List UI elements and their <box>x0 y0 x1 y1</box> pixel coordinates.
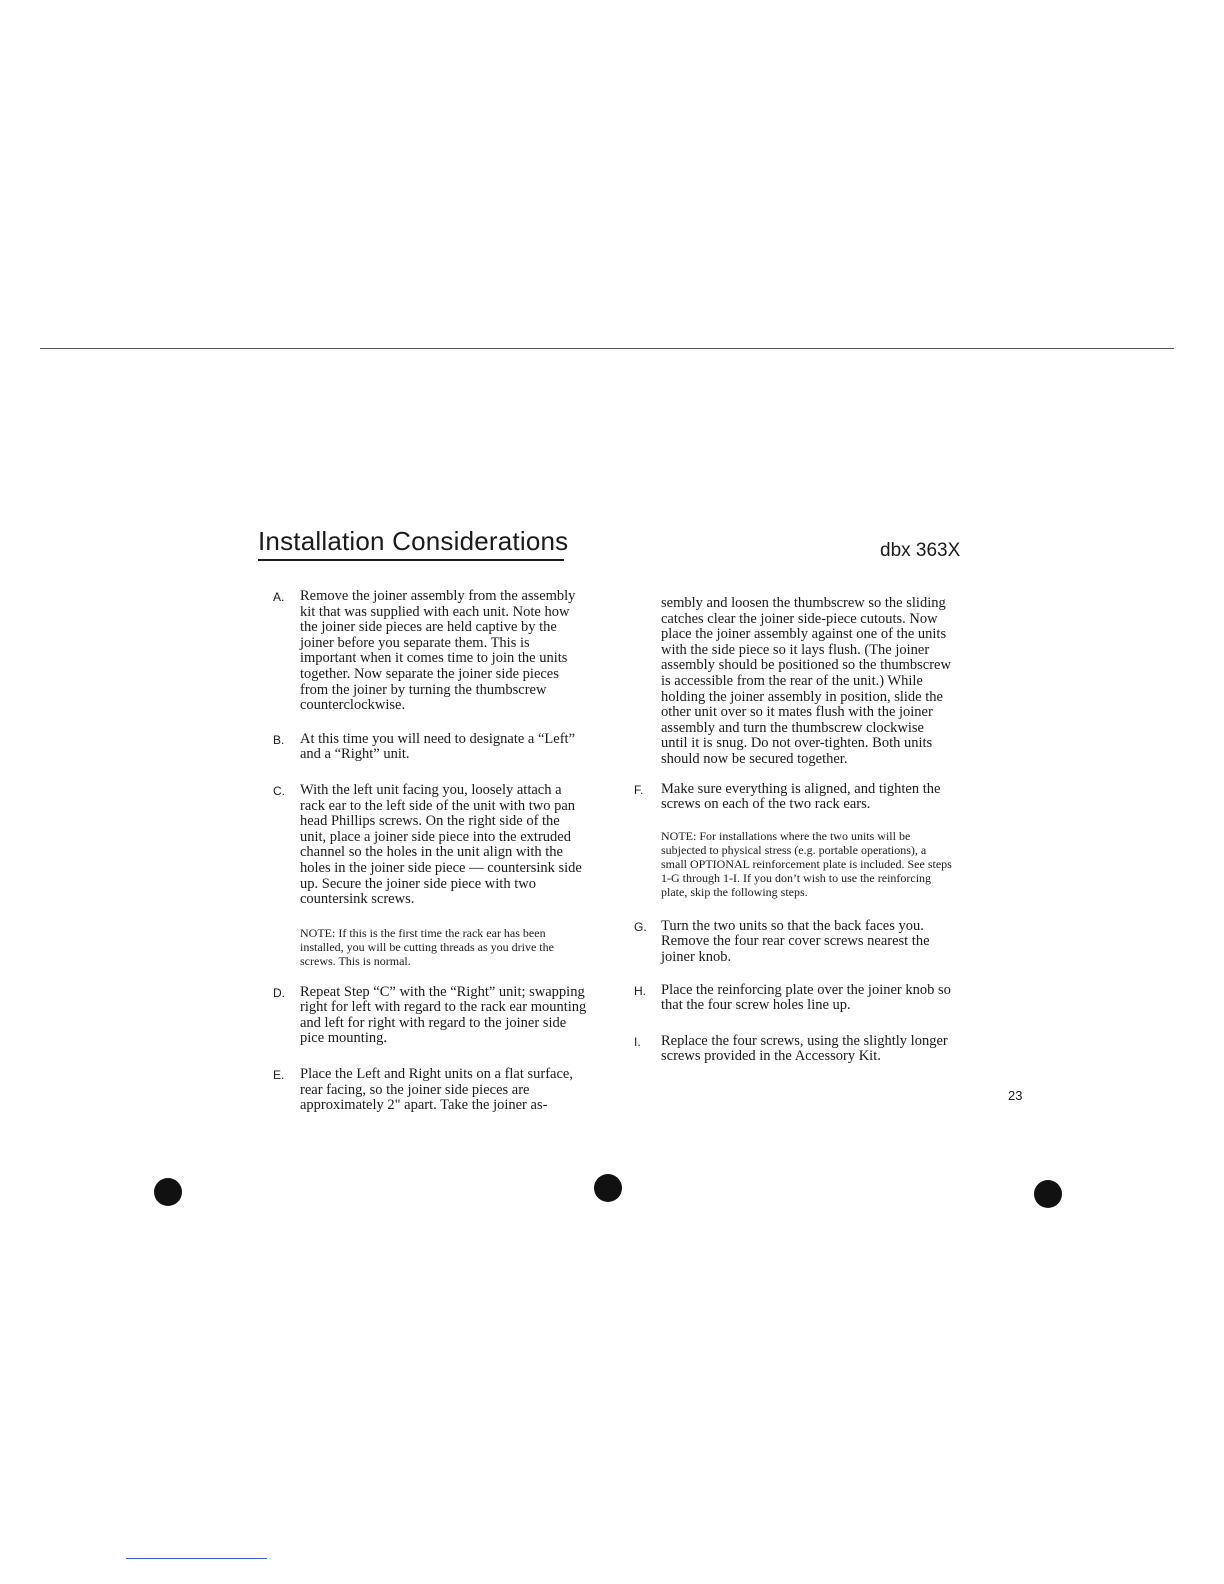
step-a <box>273 589 589 714</box>
note-reinforcement: NOTE: For installations where the two units will be subjected to physical stress (e.g. portable operations), a small OPTIONAL reinforcement plate is included. See steps 1-G through 1-I. If you don’t wish to use the reinforcing plate, skip the following steps. <box>661 828 952 899</box>
step-letter: C. <box>273 783 285 798</box>
page-title: Installation Considerations <box>258 526 569 556</box>
step-letter: I. <box>634 1034 641 1049</box>
step-text: Place the Left and Right units on a flat surface, rear facing, so the joiner side pieces are approximately 2" apart. Take the joiner as- <box>300 1066 573 1114</box>
step-e-continued: sembly and loosen the thumbscrew so the sliding catches clear the joiner side-piece cutouts. Now place the joiner assembly against one of the units with the side piece so it lays flush. (The joiner assembly should be positioned so the thumbscrew is accessible from the rear of the unit.) While holding the joiner assembly in position, slide the other unit over so it mates flush with the joiner assembly and turn the thumbscrew clockwise until it is snug. Do not over-tighten. Both units should now be secured together. <box>661 595 951 767</box>
step-g <box>634 919 954 966</box>
step-letter: H. <box>634 983 646 998</box>
step-text: Remove the joiner assembly from the assembly kit that was supplied with each unit. Note how the joiner side pieces are held captive by the joiner before you separate them. This is important when it comes time to join the units together. Now separate the joiner side pieces from the joiner by turning the thumbscrew counterclockwise. <box>300 588 576 714</box>
left-column <box>273 589 589 1114</box>
binder-hole-icon <box>1034 1180 1062 1208</box>
step-letter: A. <box>273 590 285 604</box>
step-i <box>634 1034 954 1065</box>
binder-hole-icon <box>154 1178 182 1206</box>
step-letter: D. <box>273 985 285 1000</box>
bottom-rule <box>126 1558 267 1559</box>
right-column <box>634 596 954 1065</box>
step-letter: E. <box>273 1068 285 1083</box>
note-first-install: NOTE: If this is the first time the rack ear has been installed, you will be cutting threads as you drive the screws. This is normal. <box>300 925 554 968</box>
step-text: Turn the two units so that the back faces you. Remove the four rear cover screws nearest the joiner knob. <box>661 917 930 965</box>
step-letter: F. <box>634 782 644 797</box>
page-number: 23 <box>1008 1088 1023 1103</box>
step-h <box>634 983 954 1014</box>
step-letter: G. <box>634 919 647 934</box>
step-text: Place the reinforcing plate over the joiner knob so that the four screw holes line up. <box>661 981 951 1014</box>
step-b <box>273 732 589 763</box>
step-c <box>273 783 589 908</box>
step-text: Repeat Step “C” with the “Right” unit; swapping right for left with regard to the rack ear mounting and left for right with regard to the joiner side pice mounting. <box>300 983 587 1047</box>
step-text: With the left unit facing you, loosely attach a rack ear to the left side of the unit with two pan head Phillips screws. On the right side of the unit, place a joiner side piece into the extruded channel so the holes in the unit align with the holes in the joiner side piece — countersink side up. Secure the joiner side piece with two countersink screws. <box>300 781 582 908</box>
step-text: Replace the four screws, using the slightly longer screws provided in the Accessory Kit. <box>661 1032 948 1065</box>
top-rule <box>40 348 1174 349</box>
step-letter: B. <box>273 732 285 747</box>
step-f <box>634 782 954 813</box>
step-text: Make sure everything is aligned, and tighten the screws on each of the two rack ears. <box>661 780 941 813</box>
binder-hole-icon <box>594 1174 622 1202</box>
product-name: dbx 363X <box>880 540 961 561</box>
step-d <box>273 985 589 1047</box>
step-text: At this time you will need to designate a “Left” and a “Right” unit. <box>300 730 576 763</box>
title-underline <box>258 559 564 561</box>
step-e <box>273 1067 589 1114</box>
